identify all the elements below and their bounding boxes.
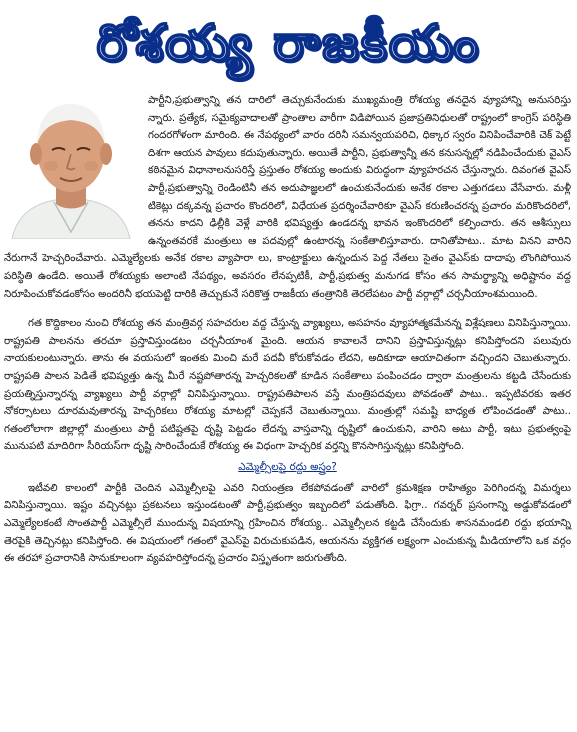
photo-frame — [4, 92, 142, 244]
portrait-photo — [4, 92, 138, 239]
article-paragraph-2: గత కొద్దికాలం నుంచి రోశయ్య తన మంత్రివర్గ సహచరుల వద్ద చేస్తున్న వ్యాఖ్యలు, అసహనం వ్యూహాత్మకమేనన్న విశ్లేషణలు వినిపిస్తున్నాయి. రాష్ట్రపతి పాలనను తరచూ ప్రస్తావిస్తుండటం చర్చనీయాంశ మైంది. ఆయన కావాలనే దానిని ప్రస్తావిస్తున్నట్లు కనిపిస్తోందని పలువురు నాయకులంటున్నారు. తాను ఈ వయసులో ఇంతకు మించి మరే పదవీ కోరుకోవడం లేదని, అదికూడా ఆయాచితంగా వచ్చిందని చెబుతున్నారు. రాష్ట్రపతి పాలన పెడితే భవిష్యత్తు ఉన్న మీరే నష్టపోతారన్న హెచ్చరికలతో కూడిన సంకేతాలు పంపించడం ద్వారా మంత్రులను కట్టడి చేసేందుకు ప్రయత్నిస్తున్నారన్న వ్యాఖ్యలు పార్టీ వర్గాల్లో వినిపిస్తున్నాయి. రాష్ట్రపతిపాలన వస్తే మంత్రిపదవులు పోవడంతో పాటు.. ఇప్పటివరకు ఇతర నోకర్సాటలు దూరమవుతారన్న హెచ్చరికలు రోశయ్య మాటల్లో చెప్పకనే చెబుతున్నాయి. మంత్రుల్లో సమష్టి బాధ్యత లోపించడంతో పాటు.. గతంలోలాగా జిల్లాల్లో మంత్రులు పార్టీ పటిష్టతపై దృష్టి పెట్టడం లేదన్న వాస్తవాన్ని దృష్టిలో ఉంచుకుని, వారిని అటు పార్టీ, ఇటు ప్రభుత్వంపై మునుపటి మాదిరిగా సీరియస్‌గా దృష్టి సారించేందుకే రోశయ్య ఈ విధంగా హెచ్చరిక వర్తన్ని కొనసాగిస్తున్నట్లు కనిపిస్తోంది. — [4, 318, 571, 453]
article-paragraph-1: పార్టీని,ప్రభుత్వాన్ని తన దారిలో తెచ్చుకునేందుకు ముఖ్యమంత్రి రోశయ్య తనదైన వ్యూహాన్ని అనుసరిస్తు న్నారు. ప్రత్యేక, సమైక్యవాదాలతో ప్రాంతాల వారీగా విడిపోయిన ప్రజాప్రతినిధులతో రాష్ట్రంలో కాంగ్రెస్ పరిస్థితి గందరగోళంగా మారింది. ఈ నేపథ్యంలో వారం దరినీ సమన్వయపరిచి, ధిక్కార స్వరం వినిపించేవారికి చెక్ పెట్టే దిశగా ఆయన పావులు కదుపుతున్నారు. అయితే పార్టీని, ప్రభుత్వాన్నీ తన కనుసన్నల్లో నడిపించేందుకు వైఎస్ కఠినమైన విధానాలనుసరిస్తే ప్రస్తుతం రోశయ్య అందుకు విరుద్ధంగా వ్యూహరచన చేస్తున్నారు. దివంగత వైఎస్ పార్టీ,ప్రభుత్వాన్ని రెండింటినీ తన అదుపాజ్ఞలలో ఉంచుకునేందుకు అనేక రకాల ఎత్తుగడలు వేసేవారు. మళ్లీ టికెట్లు దక్కవన్న ప్రచారం కొందరిలో, విధేయత ప్రదర్శించేవారికూ వైఎస్ కరుణించరన్న ప్రచారం మరికొందరిలో, తనను కాదని ఢిల్లీకి వెళ్లే వారికి భవిష్యత్తు ఉండదన్న భావన ఇంకొందరిలో కల్పించారు. తన ఆశీస్సులు ఉన్నంతవరకే మంత్రులు ఆ పదవుల్లో ఉంటారన్న సంకేతాలిస్తూవారు. దానితోపాటు.. మాట వినని వారిని నేరుగానే హెచ్చరించేవారు. ఎమ్మెల్యేలకు అనేక రకాల వ్యాపారా లు, కాంట్రాక్టులు ఉన్నందున పెద్ద నేతలు సైతం వైఎస్‌కు దాదాపు లొంగిపోయిన పరిస్థితి ఉండేది. అయితే రోశయ్యకు అలాంటి నేపథ్యం, అవసరం లేనప్పటికీ, పార్టీ,ప్రభుత్వ మనుగడ కోసం తన సామర్థ్యాన్ని అధిష్టానం వద్ద నిరూపించుకోవడంకోసం అందరినీ భయపెట్టి దారికి తెచ్చుకునే సరికొత్త రాజకీయ తంత్రానికి తెరలేపటం పార్టీ వర్గాల్లో చర్చనీయాంశమయింది. — [4, 95, 571, 300]
headline: రోశయ్య రాజకీయం — [96, 14, 481, 72]
article-body — [4, 92, 571, 568]
section-subhead: ఎమ్మెల్సీలపై రద్దు అస్త్రం? — [238, 460, 337, 473]
article-paragraph-3: ఇటీవలి కాలంలో పార్టీకి చెందిన ఎమ్మెల్సీలపై ఎవరి నియంత్రణ లేకపోవడంతో వారిలో క్రమశిక్షణ రాహిత్యం పెరిగిందన్న విమర్శలు వినిపిస్తున్నాయి. ఇష్టం వచ్చినట్లు ప్రకటనలు ఇస్తుండటంతో పార్టీ,ప్రభుత్వం ఇబ్బందిలో పడుతోంది. ఫిగ్రా.. గవర్నర్ ప్రసంగాన్ని అడ్డుకోవడంలో ఎమ్మెల్యేలకంటే సొంతపార్టీ ఎమ్మెల్సీలే ముందున్న విషయాన్ని గ్రహించిన రోశయ్య.. ఎమ్మెల్సీలన కట్టడి చేసేందుకు శాసనమండలి రద్దు భయాన్ని తెరపైకి తెచ్చినట్లు కనిపిస్తోంది. ఈ విషయంలో గతంలో వైఎస్‌పై విరుచుకుపడిన, ఆయనను వ్యక్తిగత లక్ష్యంగా ఎంచుకున్న మీడియాలోని ఒక వర్గం ఈ తరహా ప్రచారానికి సానుకూలంగా వ్యవహరిస్తోందన్న ప్రచారం విస్తృతంగా జరుగుతోంది. — [4, 482, 571, 565]
